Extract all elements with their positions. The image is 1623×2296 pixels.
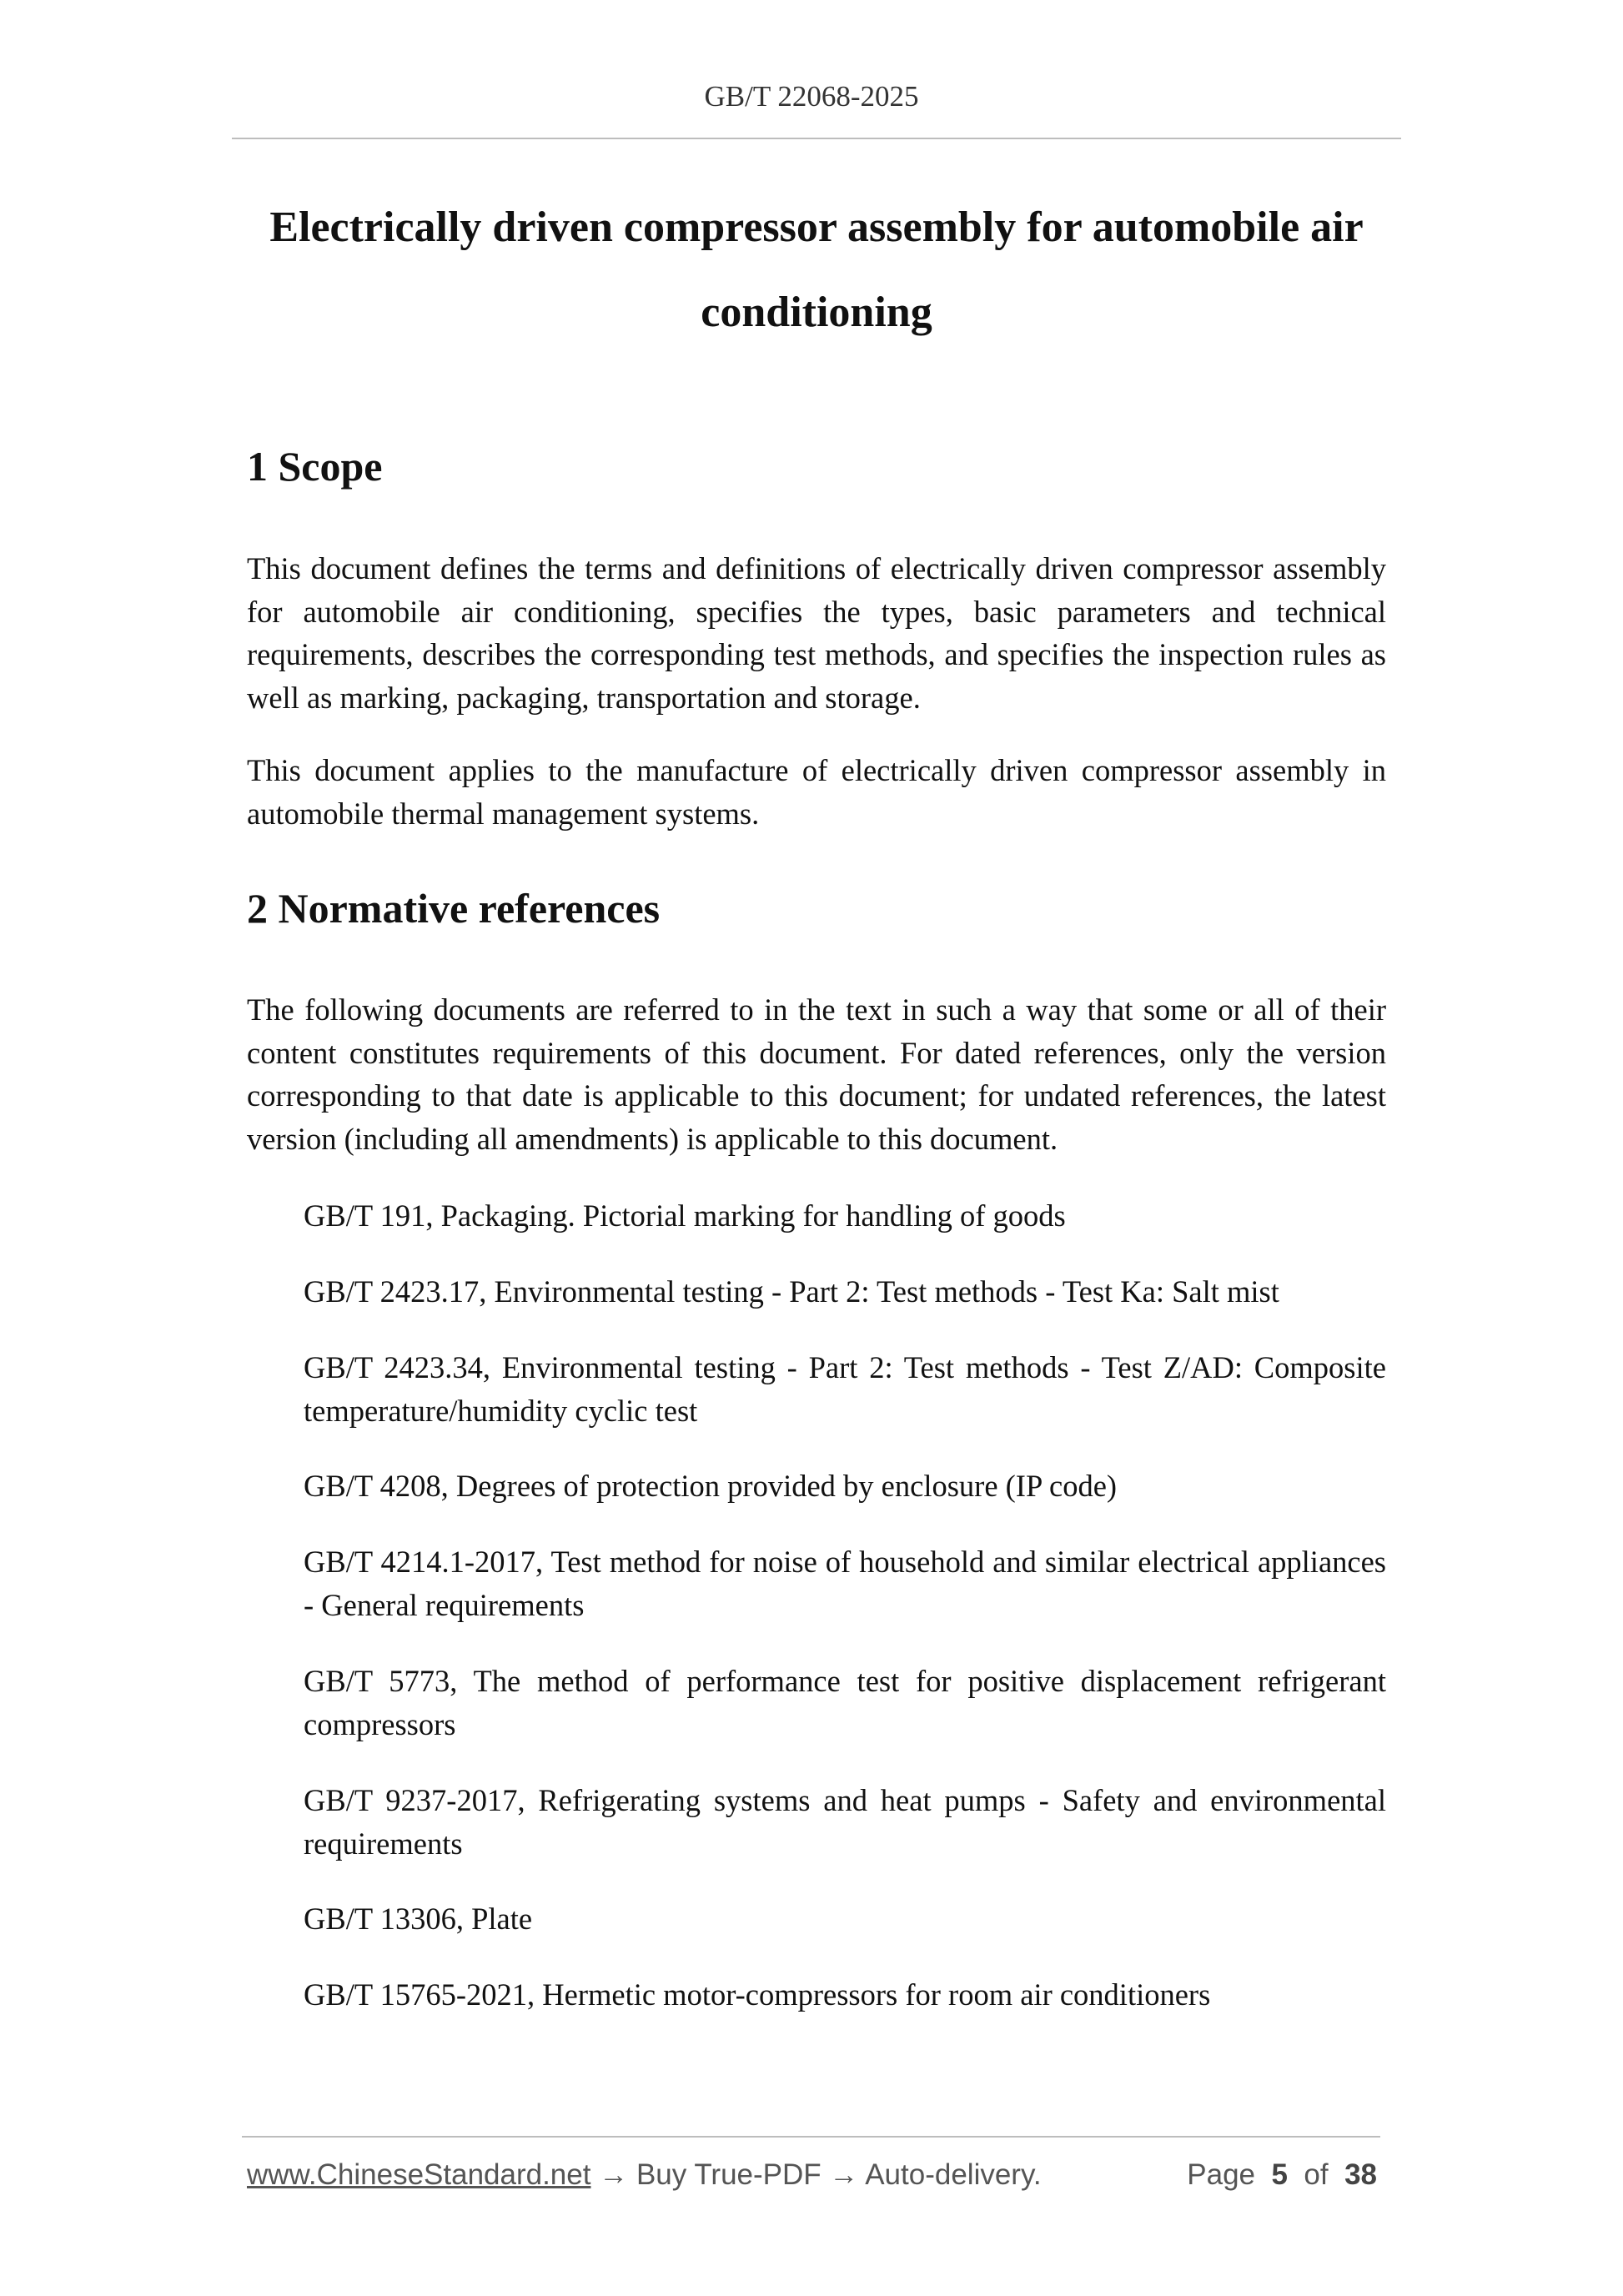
reference-item: GB/T 13306, Plate: [304, 1902, 533, 1936]
auto-delivery-text: Auto-delivery.: [865, 2158, 1042, 2191]
header-divider: [232, 138, 1401, 139]
footer-promo: [247, 2158, 1042, 2192]
references-intro-paragraph: The following documents are referred to in the text in such a way that some or all of their content constitutes requirements of this document. For dated references, only the version corresponding to that date is applicable to this document; for undated references, the latest version (including all amendments) is applicable to this document.: [247, 992, 1386, 1156]
reference-item: GB/T 9237-2017, Refrigerating systems and heat pumps - Safety and environmental requirements: [304, 1783, 1386, 1861]
reference-item: GB/T 4214.1-2017, Test method for noise of household and similar electrical appliances - General requirements: [304, 1545, 1386, 1622]
running-header: GB/T 22068-2025: [704, 80, 919, 113]
reference-item: GB/T 4208, Degrees of protection provided by enclosure (IP code): [304, 1469, 1118, 1503]
reference-item: GB/T 2423.17, Environmental testing - Part 2: Test methods - Test Ka: Salt mist: [304, 1274, 1279, 1309]
section-heading-scope: 1 Scope: [247, 443, 383, 490]
arrow-right-icon: →: [829, 2158, 859, 2191]
scope-paragraph: This document applies to the manufacture of electrically driven compressor assembly in automobile thermal management systems.: [247, 753, 1386, 831]
reference-item: GB/T 2423.34, Environmental testing - Part 2: Test methods - Test Z/AD: Composite temperature/humidity cyclic test: [304, 1350, 1386, 1428]
page-footer: [247, 2158, 1377, 2198]
document-title: Electrically driven compressor assembly for automobile air conditioning: [269, 203, 1364, 336]
reference-item: GB/T 15765-2021, Hermetic motor-compressors for room air conditioners: [304, 1977, 1211, 2012]
page-label: Page: [1187, 2158, 1256, 2191]
page-indicator: [1187, 2158, 1377, 2192]
section-heading-normative-references: 2 Normative references: [247, 885, 661, 932]
total-pages-number: 38: [1344, 2158, 1377, 2191]
reference-item: GB/T 5773, The method of performance test for positive displacement refrigerant compressors: [304, 1664, 1386, 1741]
scope-paragraph: This document defines the terms and definitions of electrically driven compressor assembly for automobile air conditioning, specifies the types, basic parameters and technical requirements, describes the corresponding test methods, and specifies the inspection rules as well as marking, packaging, transportation and storage.: [247, 551, 1386, 715]
of-label: of: [1304, 2158, 1329, 2191]
current-page-number: 5: [1271, 2158, 1288, 2191]
website-link[interactable]: www.ChineseStandard.net: [247, 2158, 591, 2191]
buy-true-pdf-text: Buy True-PDF: [636, 2158, 822, 2191]
arrow-right-icon: →: [599, 2158, 629, 2191]
footer-divider: [242, 2136, 1380, 2138]
reference-item: GB/T 191, Packaging. Pictorial marking for handling of goods: [304, 1198, 1066, 1233]
